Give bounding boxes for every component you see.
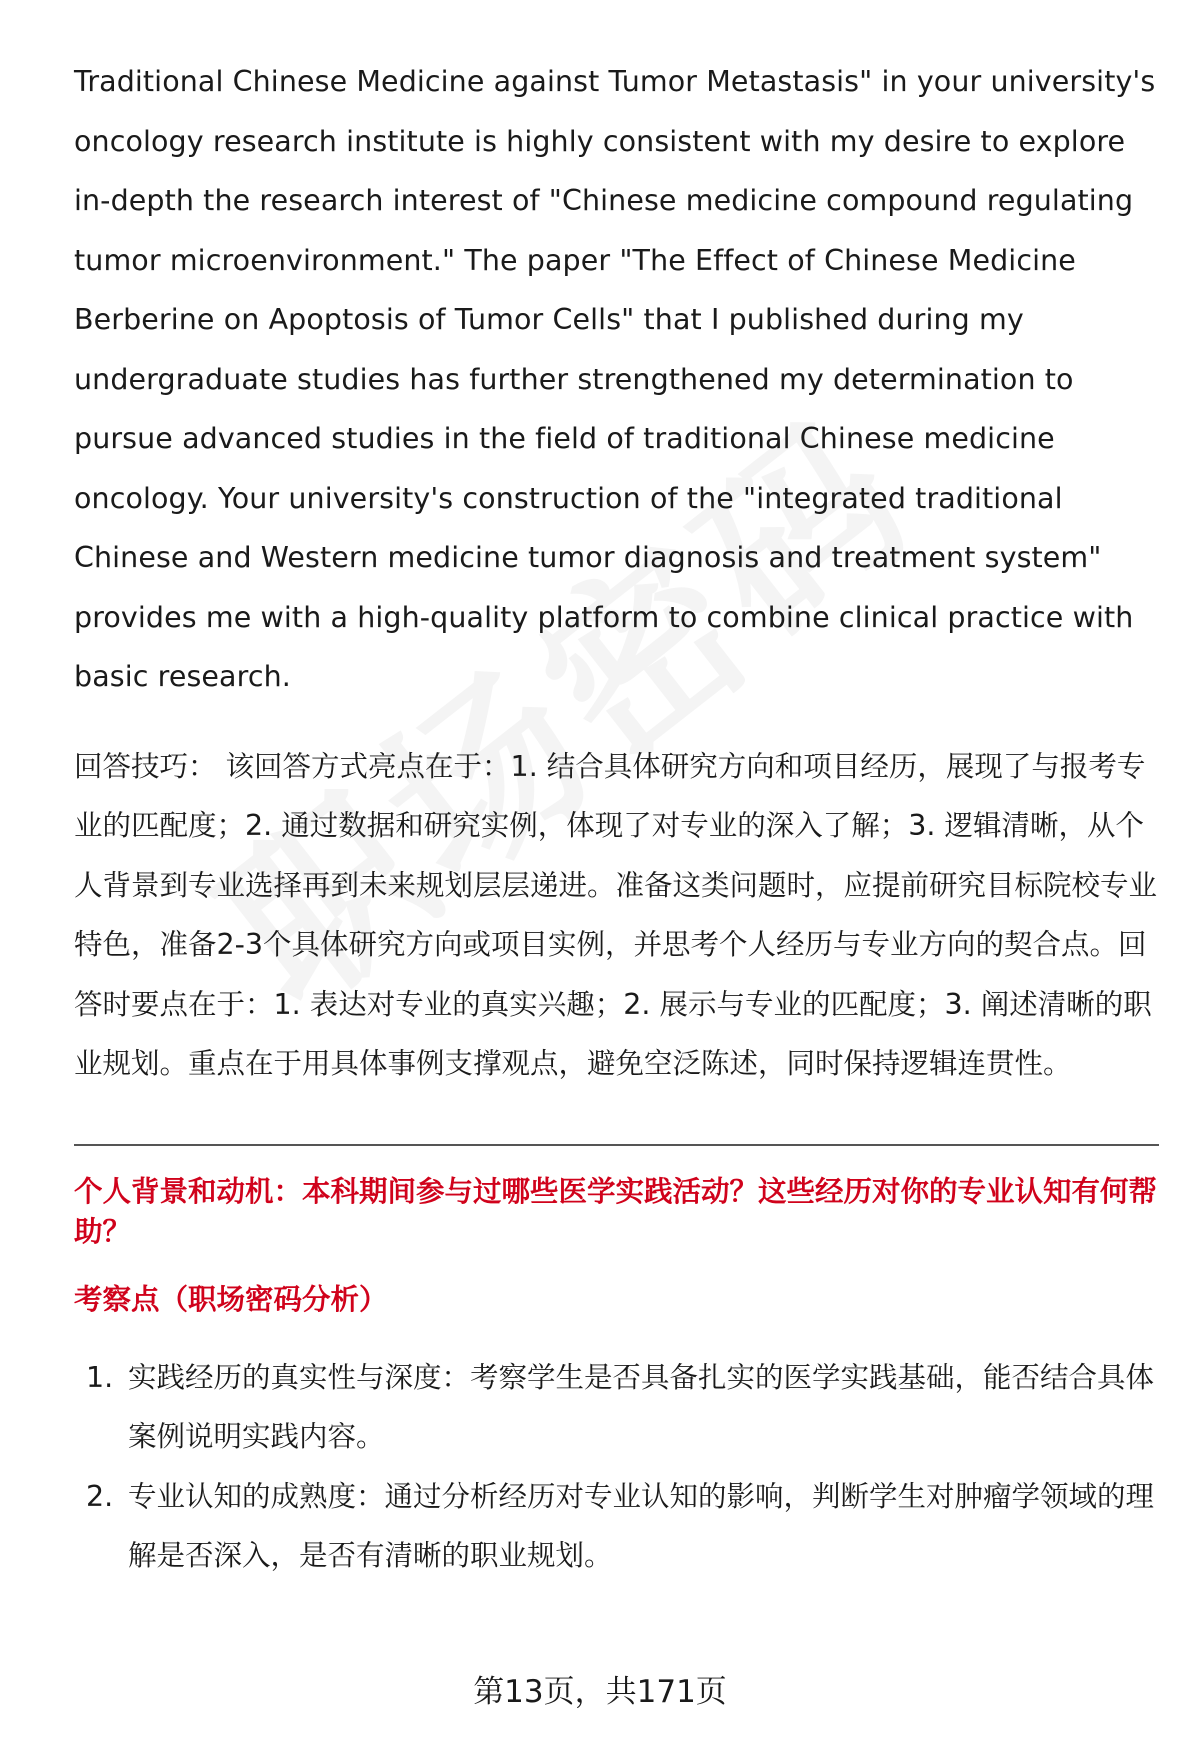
list-item-number: 2.: [86, 1479, 114, 1513]
assessment-points-list: [74, 1348, 1159, 1586]
english-answer-paragraph: Traditional Chinese Medicine against Tumor Metastasis" in your university's oncology research institute is highly consistent with my desire to explore in-depth the research interest of "Chinese medicine compound regulating tumor microenvironment." The paper "The Effect of Chinese Medicine Berberine on Apoptosis of Tumor Cells" that I published during my undergraduate studies has further strengthened my determination to pursue advanced studies in the field of traditional Chinese medicine oncology. Your university's construction of the "integrated traditional Chinese and Western medicine tumor diagnosis and treatment system" provides me with a high-quality platform to combine clinical practice with basic research.: [74, 65, 1156, 693]
question-heading: 个人背景和动机：本科期间参与过哪些医学实践活动？这些经历对你的专业认知有何帮助？: [74, 1174, 1158, 1248]
page-number-footer: 第13页，共171页: [473, 1674, 727, 1710]
assessment-heading: 考察点（职场密码分析）: [74, 1282, 388, 1316]
list-item-number: 1.: [86, 1360, 114, 1394]
answer-tips-paragraph: 回答技巧： 该回答方式亮点在于：1. 结合具体研究方向和项目经历，展现了与报考专业的匹配度；2. 通过数据和研究实例，体现了对专业的深入了解；3. 逻辑清晰，从个人背景到专业选择再到未来规划层层递进。准备这类问题时，应提前研究目标院校专业特色，准备2-3个具体研究方向或项目实例，并思考个人经历与专业方向的契合点。回答时要点在于：1. 表达对专业的真实兴趣；2. 展示与专业的匹配度；3. 阐述清晰的职业规划。重点在于用具体事例支撑观点，避免空泛陈述，同时保持逻辑连贯性。: [74, 749, 1158, 1080]
list-item: [74, 1348, 1159, 1467]
section-divider: [74, 1144, 1159, 1146]
list-item: [74, 1467, 1159, 1586]
document-page: [74, 52, 1159, 1586]
list-item-text: 专业认知的成熟度：通过分析经历对专业认知的影响，判断学生对肿瘤学领域的理解是否深入，是否有清晰的职业规划。: [128, 1479, 1155, 1572]
list-item-text: 实践经历的真实性与深度：考察学生是否具备扎实的医学实践基础，能否结合具体案例说明实践内容。: [128, 1360, 1155, 1453]
